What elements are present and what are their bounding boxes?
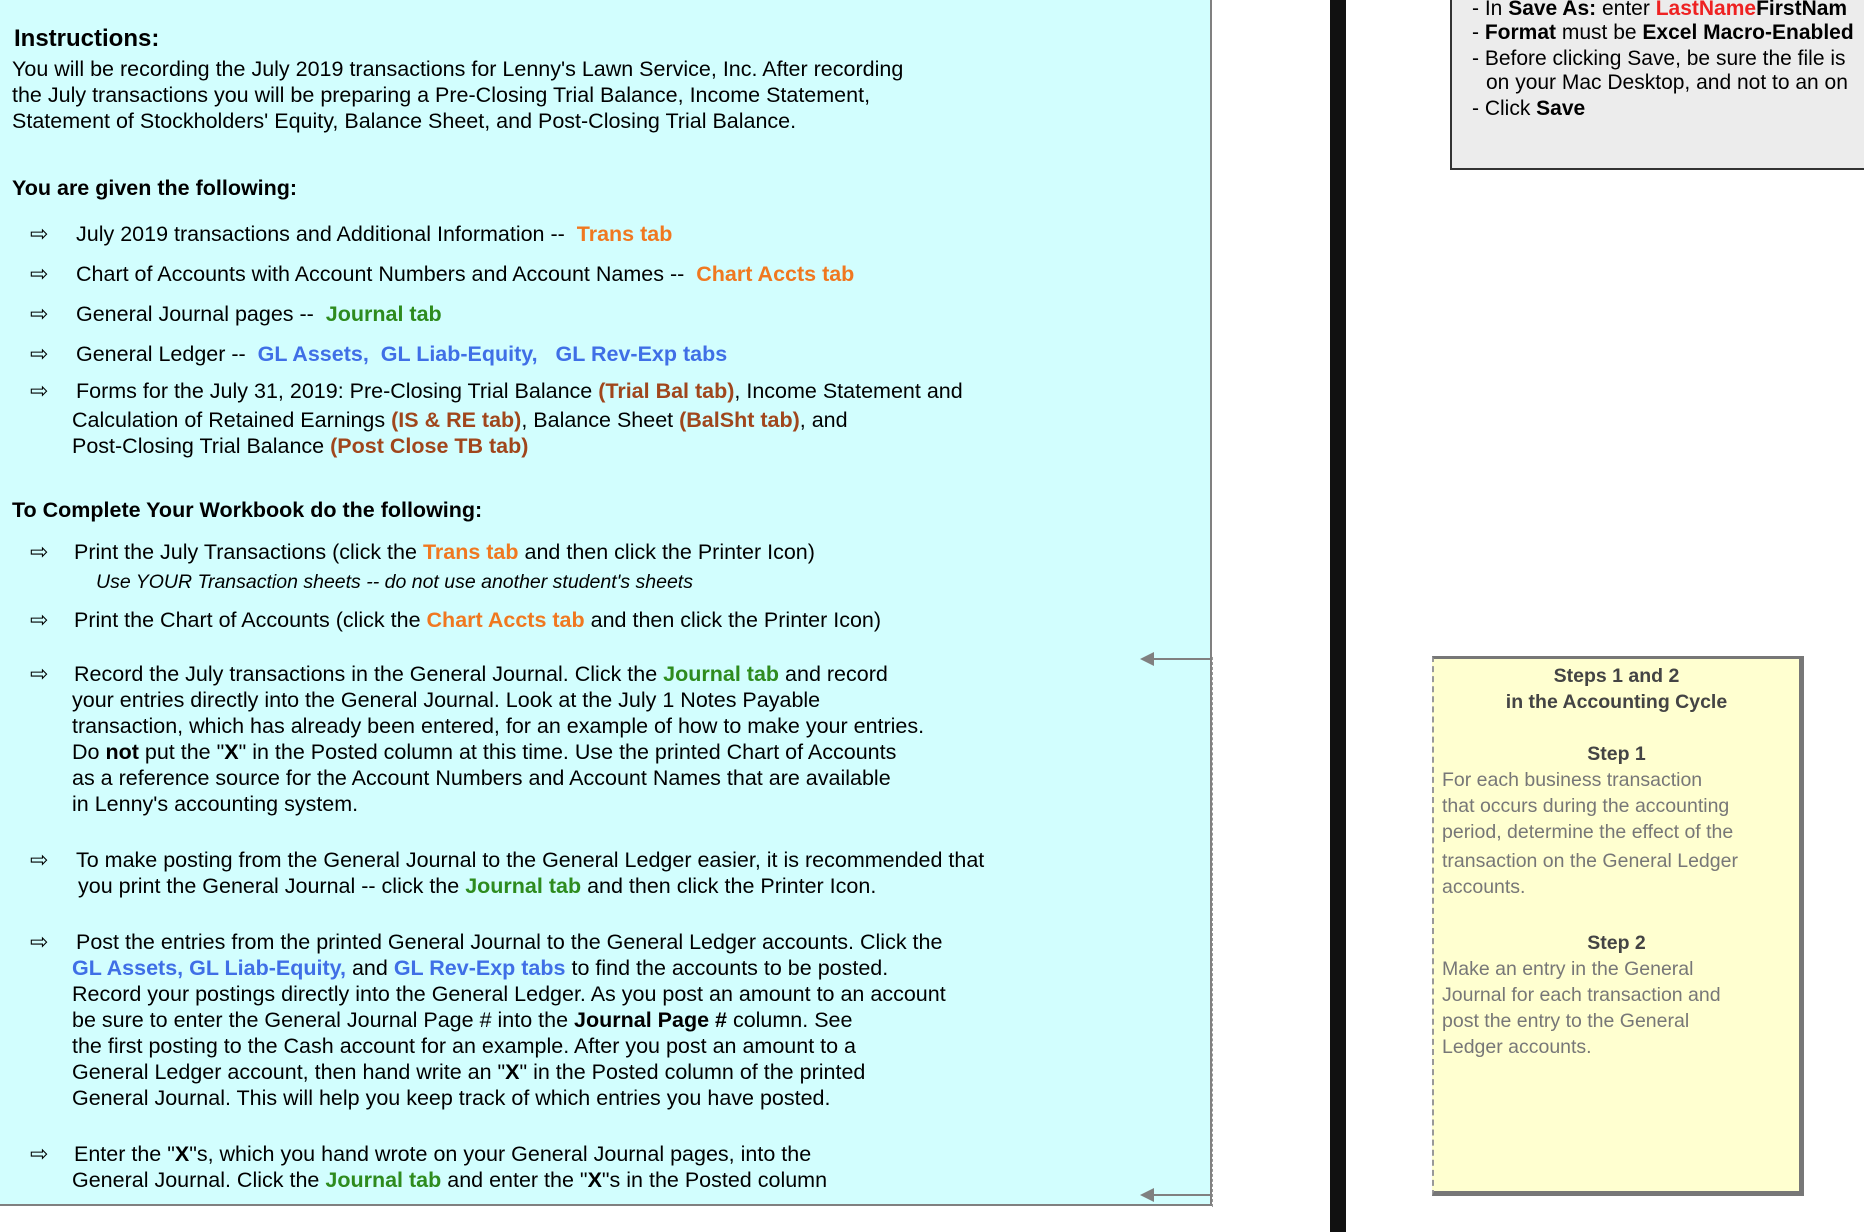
text: not — [105, 740, 139, 764]
given-item-text: General Journal pages -- — [76, 302, 314, 326]
arrow-bullet-icon: ⇨ — [30, 539, 49, 564]
intro-line-1: You will be recording the July 2019 transactions for Lenny's Lawn Service, Inc. After recording — [12, 57, 904, 81]
steps-box-title-1: Steps 1 and 2 — [1553, 665, 1680, 687]
is-re-tab-link[interactable]: (IS & RE tab) — [391, 408, 522, 432]
text: - — [1472, 21, 1479, 44]
text: Excel Macro-Enabled — [1642, 21, 1854, 44]
given-item-forms-line-2 — [72, 407, 848, 433]
text: and then click the Printer Icon. — [587, 874, 877, 898]
trial-bal-tab-link[interactable]: (Trial Bal tab) — [598, 379, 735, 403]
text: you print the General Journal -- click the — [78, 874, 460, 898]
text: put the " — [144, 740, 225, 764]
step-2-line: post the entry to the General — [1442, 1010, 1690, 1032]
arrow-bullet-icon: ⇨ — [30, 261, 49, 286]
complete-heading: To Complete Your Workbook do the following: — [12, 498, 483, 522]
connector-line — [1152, 1194, 1212, 1196]
step-post-line-5: the first posting to the Cash account for an example. After you post an amount to a — [72, 1034, 857, 1058]
text: "s, which you hand wrote on your General Journal pages, into the — [189, 1142, 812, 1166]
save-line-5 — [1472, 96, 1585, 122]
text: Format — [1484, 21, 1557, 44]
step-post-line-1: Post the entries from the printed General Journal to the General Ledger accounts. Click the — [76, 930, 943, 954]
text: Record the July transactions in the General Journal. Click the — [74, 662, 658, 686]
given-item-chart — [76, 261, 854, 287]
instructions-title: Instructions: — [14, 25, 160, 52]
arrow-bullet-icon: ⇨ — [30, 661, 49, 686]
text: LastName — [1655, 0, 1757, 20]
arrow-bullet-icon: ⇨ — [30, 607, 49, 632]
step-1-title: Step 1 — [1587, 743, 1646, 765]
text: to find the accounts to be posted. — [571, 956, 889, 980]
gl-rev-exp-tab-link[interactable]: GL Rev-Exp tabs — [555, 342, 728, 366]
arrow-bullet-icon: ⇨ — [30, 929, 49, 954]
save-instructions-box — [1450, 0, 1864, 170]
text: General Ledger account, then hand write an " — [72, 1060, 506, 1084]
text: Do — [72, 740, 100, 764]
text: enter — [1601, 0, 1650, 20]
step-enter-x-line-1 — [74, 1141, 811, 1167]
journal-tab-link[interactable]: Journal tab — [325, 1168, 442, 1192]
text: "s in the Posted column — [601, 1168, 828, 1192]
text: , and — [799, 408, 848, 432]
text: , Income Statement and — [734, 379, 963, 403]
step-2-title: Step 2 — [1587, 932, 1646, 954]
arrow-bullet-icon: ⇨ — [30, 301, 49, 326]
journal-tab-link[interactable]: Journal tab — [663, 662, 780, 686]
step-print-journal-line-1: To make posting from the General Journal to the General Ledger easier, it is recommended that — [76, 848, 985, 872]
given-item-trans — [76, 221, 672, 247]
step-record-line-6: in Lenny's accounting system. — [72, 792, 359, 816]
step-enter-x-line-2 — [72, 1167, 827, 1193]
arrow-bullet-icon: ⇨ — [30, 847, 49, 872]
text: X — [505, 1060, 520, 1084]
page-divider — [1330, 0, 1346, 1232]
given-item-text: July 2019 transactions and Additional Information -- — [76, 222, 565, 246]
step-1-line: transaction on the General Ledger — [1442, 850, 1738, 872]
given-item-text: Chart of Accounts with Account Numbers and Account Names -- — [76, 262, 685, 286]
given-item-journal — [76, 301, 442, 327]
text: Journal Page # — [574, 1008, 727, 1032]
text: " in the Posted column at this time. Use the printed Chart of Accounts — [238, 740, 897, 764]
text: X — [587, 1168, 602, 1192]
step-record-line-5: as a reference source for the Account Numbers and Account Names that are available — [72, 766, 891, 790]
text: Save — [1536, 97, 1586, 120]
journal-tab-link[interactable]: Journal tab — [465, 874, 582, 898]
chart-accts-tab-link[interactable]: Chart Accts tab — [426, 608, 585, 632]
intro-line-2: the July transactions you will be preparing a Pre-Closing Trial Balance, Income Statement, — [12, 83, 871, 107]
post-close-tb-tab-link[interactable]: (Post Close TB tab) — [330, 434, 529, 458]
given-item-forms-line-3 — [72, 433, 528, 459]
save-line-2 — [1472, 20, 1854, 46]
step-record-line-3: transaction, which has already been entered, for an example of how to make your entries. — [72, 714, 925, 738]
step-print-chart — [74, 607, 881, 633]
step-1-line: accounts. — [1442, 876, 1526, 898]
text: Print the July Transactions (click the — [74, 540, 417, 564]
text: Save As: — [1508, 0, 1597, 20]
save-line-1 — [1472, 0, 1847, 22]
text: " in the Posted column of the printed — [519, 1060, 866, 1084]
step-post-line-4 — [72, 1007, 852, 1033]
trans-tab-link[interactable]: Trans tab — [576, 222, 673, 246]
text: Post-Closing Trial Balance — [72, 434, 325, 458]
step-print-trans — [74, 539, 815, 565]
step-post-line-7: General Journal. This will help you keep track of which entries you have posted. — [72, 1086, 831, 1110]
text: Calculation of Retained Earnings — [72, 408, 386, 432]
step-post-line-6 — [72, 1059, 865, 1085]
text: Forms for the July 31, 2019: Pre-Closing Trial Balance — [76, 379, 593, 403]
text: and then click the Printer Icon) — [524, 540, 815, 564]
text: and — [351, 956, 388, 980]
step-record-line-4 — [72, 739, 896, 765]
step-2-line: Journal for each transaction and — [1442, 984, 1721, 1006]
text: General Journal. Click the — [72, 1168, 320, 1192]
trans-tab-link[interactable]: Trans tab — [422, 540, 519, 564]
step-2-line: Ledger accounts. — [1442, 1036, 1592, 1058]
text: be sure to enter the General Journal Page # into the — [72, 1008, 569, 1032]
text: and enter the " — [447, 1168, 588, 1192]
accounting-cycle-steps-box — [1432, 656, 1804, 1196]
step-record-line-2: your entries directly into the General Journal. Look at the July 1 Notes Payable — [72, 688, 821, 712]
step-1-line: For each business transaction — [1442, 769, 1703, 791]
text: FirstNam — [1756, 0, 1848, 20]
text: Print the Chart of Accounts (click the — [74, 608, 421, 632]
step-post-line-2 — [72, 955, 888, 981]
text: must be — [1561, 21, 1637, 44]
text: - In — [1472, 0, 1503, 20]
given-heading: You are given the following: — [12, 176, 298, 200]
text: , Balance Sheet — [521, 408, 674, 432]
connector-dashed-line — [1212, 657, 1213, 1207]
steps-box-title-2: in the Accounting Cycle — [1505, 691, 1728, 713]
journal-tab-link[interactable]: Journal tab — [325, 302, 442, 326]
gl-liab-equity-tab-link[interactable]: GL Liab-Equity, — [380, 342, 538, 366]
arrow-bullet-icon: ⇨ — [30, 1141, 49, 1166]
text: X — [224, 740, 239, 764]
text: and then click the Printer Icon) — [590, 608, 882, 632]
arrow-bullet-icon: ⇨ — [30, 378, 49, 403]
arrow-bullet-icon: ⇨ — [30, 341, 49, 366]
step-2-line: Make an entry in the General — [1442, 958, 1694, 980]
text: X — [174, 1142, 190, 1166]
save-line-3: - Before clicking Save, be sure the file is — [1472, 47, 1846, 70]
chart-accts-tab-link[interactable]: Chart Accts tab — [696, 262, 855, 286]
step-record-line-1 — [74, 661, 888, 687]
gl-rev-exp-tab-link[interactable]: GL Rev-Exp tabs — [393, 956, 566, 980]
text: and record — [785, 662, 888, 686]
arrow-bullet-icon: ⇨ — [30, 221, 49, 246]
step-1-line: period, determine the effect of the — [1442, 821, 1734, 843]
text: - Click — [1472, 97, 1531, 120]
step-1-line: that occurs during the accounting — [1442, 795, 1730, 817]
step-print-trans-note: Use YOUR Transaction sheets -- do not use another student's sheets — [96, 571, 693, 593]
gl-assets-tab-link[interactable]: GL Assets, — [257, 342, 369, 366]
given-item-ledger — [76, 341, 727, 367]
balsht-tab-link[interactable]: (BalSht tab) — [679, 408, 800, 432]
text: Enter the " — [74, 1142, 175, 1166]
text: column. See — [732, 1008, 853, 1032]
given-item-text: General Ledger -- — [76, 342, 246, 366]
connector-line — [1152, 658, 1212, 660]
gl-assets-liab-tab-link[interactable]: GL Assets, GL Liab-Equity, — [72, 956, 346, 980]
given-item-forms-line-1 — [76, 378, 963, 404]
save-line-4: on your Mac Desktop, and not to an on — [1486, 71, 1848, 94]
intro-line-3: Statement of Stockholders' Equity, Balance Sheet, and Post-Closing Trial Balance. — [12, 109, 797, 133]
step-print-journal-line-2 — [78, 873, 876, 899]
step-post-line-3: Record your postings directly into the General Ledger. As you post an amount to an account — [72, 982, 946, 1006]
